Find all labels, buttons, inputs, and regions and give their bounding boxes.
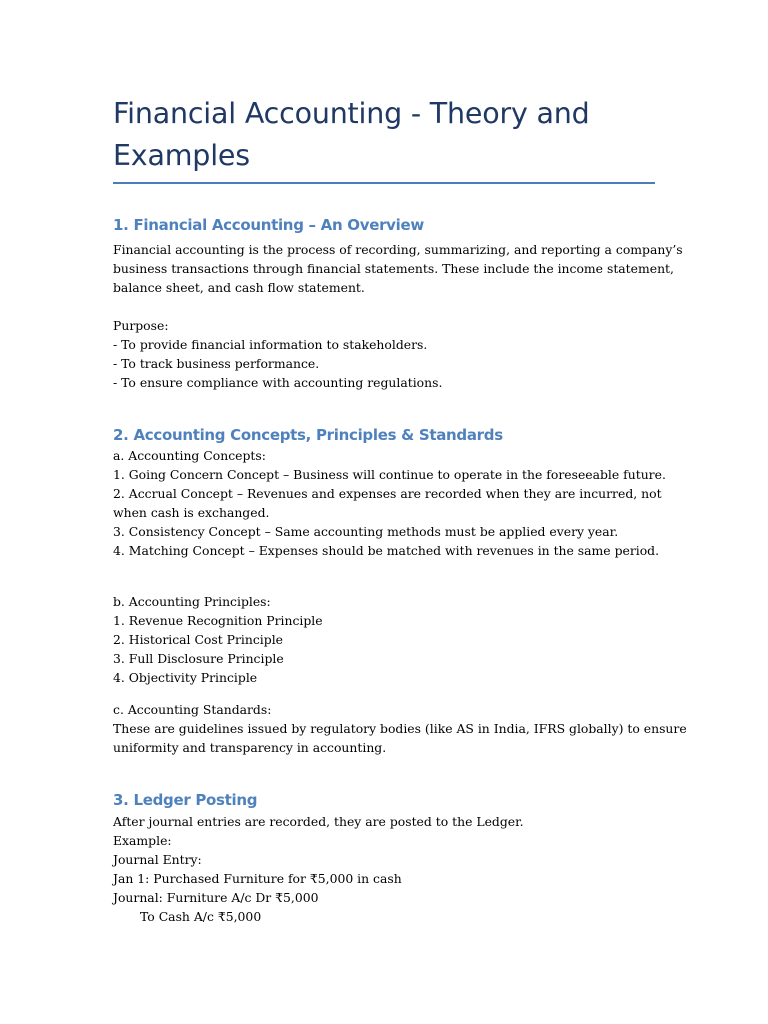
text-line: b. Accounting Principles:: [113, 594, 271, 609]
list-item: 3. Consistency Concept – Same accounting methods must be applied every year.: [113, 524, 619, 539]
text-line: These are guidelines issued by regulatory bodies (like AS in India, IFRS globally) to ensure: [113, 721, 687, 736]
text-line: business transactions through financial statements. These include the income statement,: [113, 261, 674, 276]
document-page: [113, 0, 687, 926]
text-line: Journal: Furniture A/c Dr ₹5,000: [113, 890, 319, 905]
section-heading-concepts: 2. Accounting Concepts, Principles & Standards: [113, 426, 503, 444]
text-line: balance sheet, and cash flow statement.: [113, 280, 365, 295]
overview-paragraph: [113, 240, 683, 297]
text-line: c. Accounting Standards:: [113, 702, 272, 717]
title-underline-rule: [113, 182, 655, 184]
list-item: when cash is exchanged.: [113, 505, 270, 520]
text-line: Journal Entry:: [113, 852, 202, 867]
list-item: 2. Historical Cost Principle: [113, 632, 283, 647]
standards-paragraph: [113, 700, 687, 757]
indented-journal-line: To Cash A/c ₹5,000: [140, 909, 262, 924]
text-line: Purpose:: [113, 318, 169, 333]
list-item: 4. Matching Concept – Expenses should be matched with revenues in the same period.: [113, 543, 660, 558]
list-item: 1. Revenue Recognition Principle: [113, 613, 323, 628]
purpose-list: [113, 316, 658, 392]
title-line: Financial Accounting - Theory and: [113, 97, 590, 130]
title-line: Examples: [113, 139, 250, 172]
ledger-example: [113, 812, 658, 926]
list-item: 3. Full Disclosure Principle: [113, 651, 284, 666]
list-item: - To provide financial information to stakeholders.: [113, 337, 428, 352]
section-heading-ledger: 3. Ledger Posting: [113, 791, 258, 809]
list-item: 2. Accrual Concept – Revenues and expenses are recorded when they are incurred, not: [113, 486, 662, 501]
text-line: a. Accounting Concepts:: [113, 448, 266, 463]
text-line: Financial accounting is the process of recording, summarizing, and reporting a company’s: [113, 242, 683, 257]
list-item: 4. Objectivity Principle: [113, 670, 258, 685]
document-title: [113, 0, 658, 177]
text-line: Example:: [113, 833, 172, 848]
list-item: - To ensure compliance with accounting regulations.: [113, 375, 443, 390]
section-heading-overview: 1. Financial Accounting – An Overview: [113, 216, 424, 234]
list-item: - To track business performance.: [113, 356, 320, 371]
principles-list: [113, 592, 658, 687]
text-line: After journal entries are recorded, they are posted to the Ledger.: [113, 814, 524, 829]
text-line: Jan 1: Purchased Furniture for ₹5,000 in cash: [113, 871, 402, 886]
list-item: 1. Going Concern Concept – Business will continue to operate in the foreseeable future.: [113, 467, 666, 482]
concepts-list: [113, 446, 666, 560]
text-line: uniformity and transparency in accounting.: [113, 740, 387, 755]
